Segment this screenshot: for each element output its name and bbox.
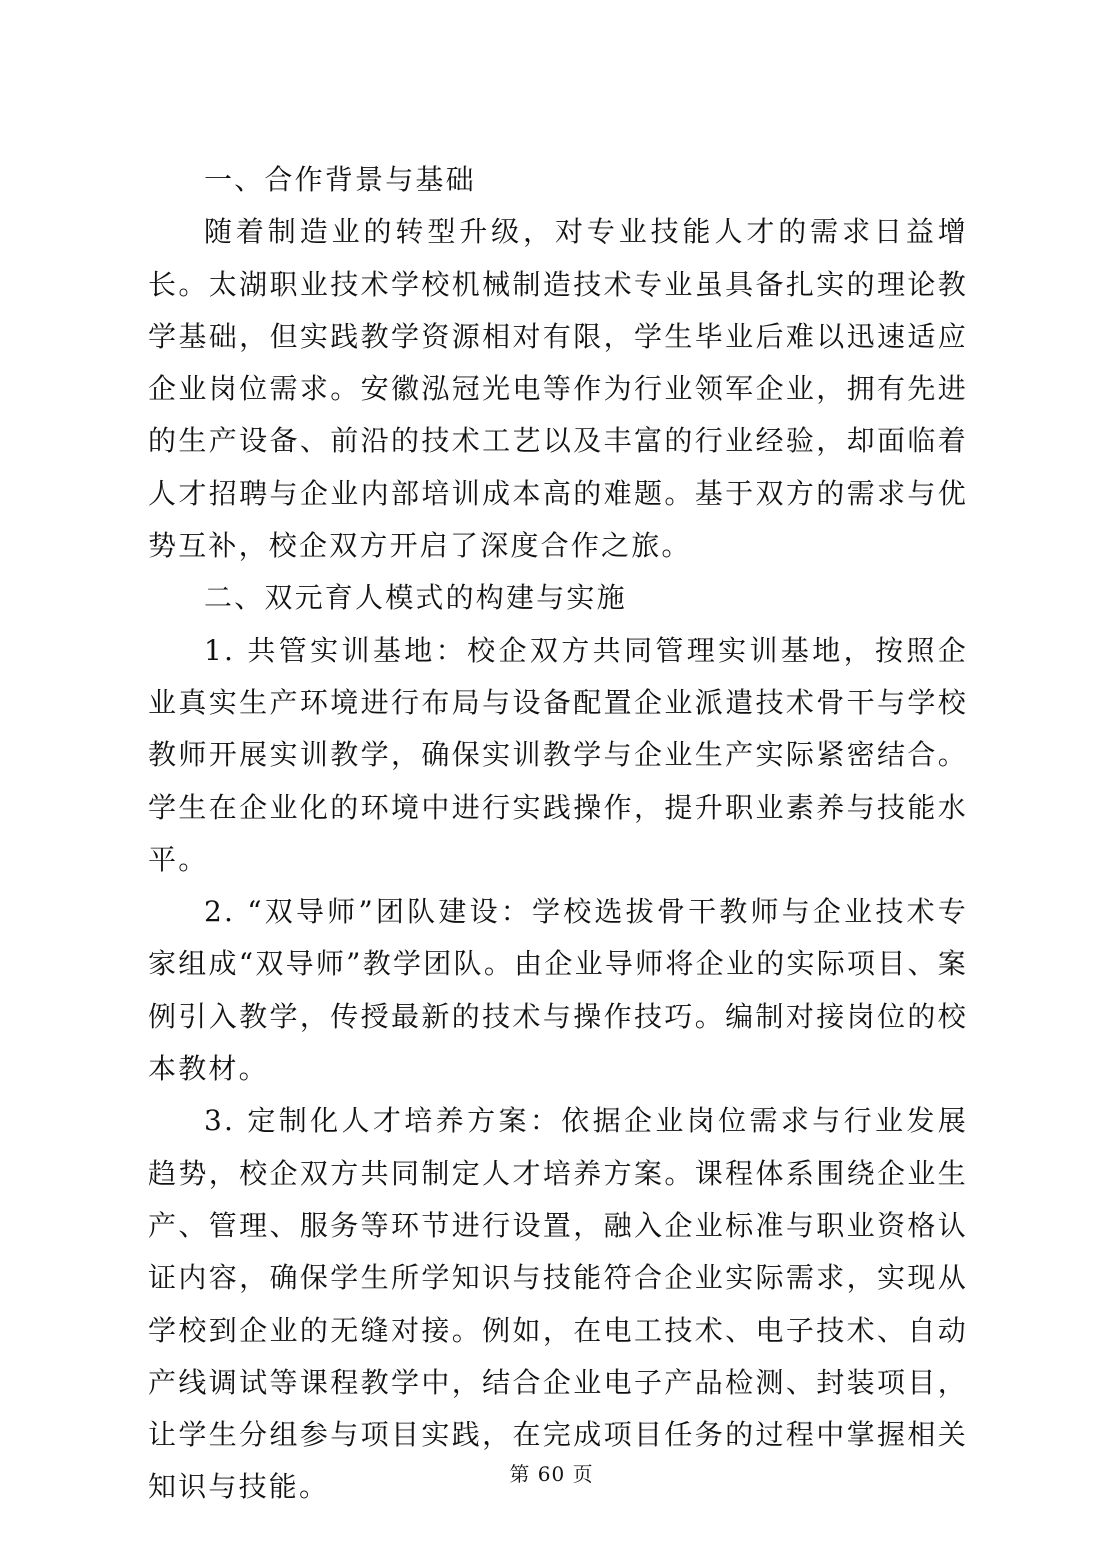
- document-body: [148, 154, 968, 1514]
- paragraph-training-base: 1. 共管实训基地：校企双方共同管理实训基地，按照企业真实生产环境进行布局与设备配置企业派遣技术骨干与学校教师开展实训教学，确保实训教学与企业生产实际紧密结合。学生在企业化的环境中进行实践操作，提升职业素养与技能水平。: [148, 633, 968, 876]
- paragraph-background: 随着制造业的转型升级，对专业技能人才的需求日益增长。太湖职业技术学校机械制造技术专业虽具备扎实的理论教学基础，但实践教学资源相对有限，学生毕业后难以迅速适应企业岗位需求。安徽泓冠光电等作为行业领军企业，拥有先进的生产设备、前沿的技术工艺以及丰富的行业经验，却面临着人才招聘与企业内部培训成本高的难题。基于双方的需求与优势互补，校企双方开启了深度合作之旅。: [148, 215, 968, 563]
- paragraph-dual-mentor-team: 2. “双导师”团队建设：学校选拔骨干教师与企业技术专家组成“双导师”教学团队。由企业导师将企业的实际项目、案例引入教学，传授最新的技术与操作技巧。编制对接岗位的校本教材。: [148, 895, 968, 1086]
- page-number: 第 60 页: [509, 1462, 594, 1486]
- heading-dual-education-model: 二、双元育人模式的构建与实施: [204, 581, 627, 615]
- paragraph-customized-training-plan: 3. 定制化人才培养方案：依据企业岗位需求与行业发展趋势，校企双方共同制定人才培养方案。课程体系围绕企业生产、管理、服务等环节进行设置，融入企业标准与职业资格认证内容，确保学生所学知识与技能符合企业实际需求，实现从学校到企业的无缝对接。例如，在电工技术、电子技术、自动产线调试等课程教学中，结合企业电子产品检测、封装项目，让学生分组参与项目实践，在完成项目任务的过程中掌握相关知识与技能。: [148, 1104, 968, 1504]
- heading-cooperation-background: 一、合作背景与基础: [204, 163, 476, 196]
